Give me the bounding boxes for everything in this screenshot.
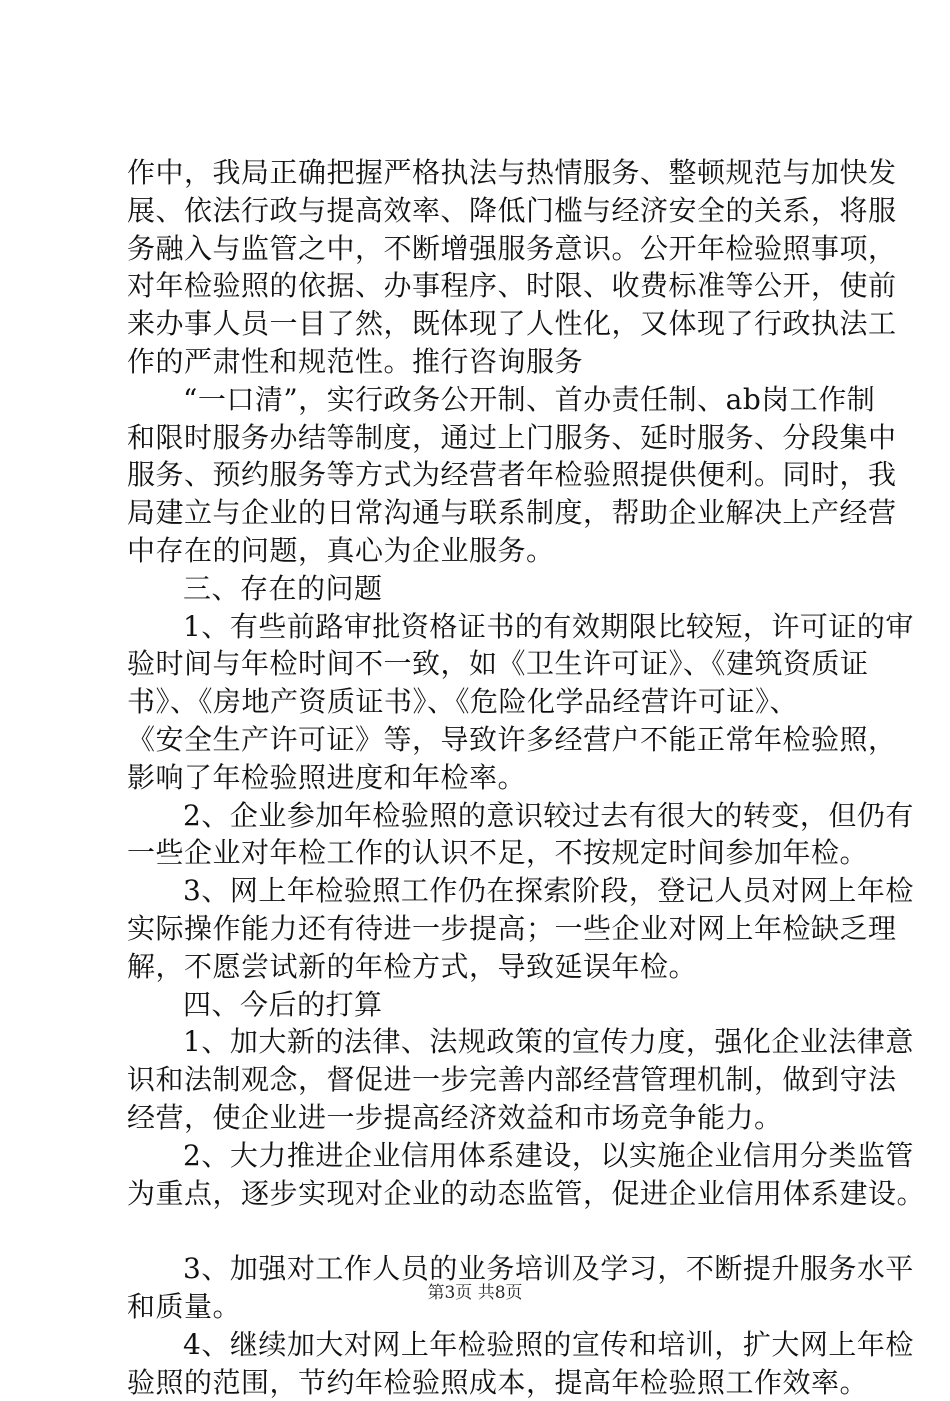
section-heading: 三、存在的问题: [127, 570, 857, 608]
text-line: 2、企业参加年检验照的意识较过去有很大的转变，但仍有: [127, 797, 857, 835]
text-line: 影响了年检验照进度和年检率。: [127, 759, 857, 797]
text-line: 对年检验照的依据、办事程序、时限、收费标准等公开，使前: [127, 267, 857, 305]
text-line: 解，不愿尝试新的年检方式，导致延误年检。: [127, 948, 857, 986]
text-line: 经营，使企业进一步提高经济效益和市场竞争能力。: [127, 1099, 857, 1137]
text-line: 识和法制观念，督促进一步完善内部经营管理机制，做到守法: [127, 1061, 857, 1099]
text-line: 展、依法行政与提高效率、降低门槛与经济安全的关系，将服: [127, 192, 857, 230]
text-line: 中存在的问题，真心为企业服务。: [127, 532, 857, 570]
text-line: 局建立与企业的日常沟通与联系制度，帮助企业解决上产经营: [127, 494, 857, 532]
text-line: 和质量。: [127, 1288, 857, 1326]
text-line: 来办事人员一目了然，既体现了人性化，又体现了行政执法工: [127, 305, 857, 343]
text-line: 1、有些前路审批资格证书的有效期限比较短，许可证的审: [127, 608, 857, 646]
blank-line: [127, 1212, 857, 1250]
text-line: 一些企业对年检工作的认识不足，不按规定时间参加年检。: [127, 834, 857, 872]
text-line: 2、大力推进企业信用体系建设，以实施企业信用分类监管: [127, 1137, 857, 1175]
section-heading: 四、今后的打算: [127, 986, 857, 1024]
body-text: [127, 154, 857, 1401]
text-line: 实际操作能力还有待进一步提高；一些企业对网上年检缺乏理: [127, 910, 857, 948]
text-line: “一口清”，实行政务公开制、首办责任制、ab岗工作制: [127, 381, 857, 419]
text-line: 3、加强对工作人员的业务培训及学习，不断提升服务水平: [127, 1250, 857, 1288]
text-line: 务融入与监管之中，不断增强服务意识。公开年检验照事项，: [127, 230, 857, 268]
text-line: 作的严肃性和规范性。推行咨询服务: [127, 343, 857, 381]
text-line: 1、加大新的法律、法规政策的宣传力度，强化企业法律意: [127, 1023, 857, 1061]
page-number-footer: 第3页 共8页: [0, 1278, 950, 1303]
text-line: 验照的范围，节约年检验照成本，提高年检验照工作效率。: [127, 1364, 857, 1401]
text-line: 《安全生产许可证》等，导致许多经营户不能正常年检验照，: [127, 721, 857, 759]
text-line: 和限时服务办结等制度，通过上门服务、延时服务、分段集中: [127, 419, 857, 457]
text-line: 3、网上年检验照工作仍在探索阶段，登记人员对网上年检: [127, 872, 857, 910]
text-line: 4、继续加大对网上年检验照的宣传和培训，扩大网上年检: [127, 1326, 857, 1364]
text-line: 书》、《房地产资质证书》、《危险化学品经营许可证》、: [127, 683, 857, 721]
text-line: 验时间与年检时间不一致，如《卫生许可证》、《建筑资质证: [127, 645, 857, 683]
text-line: 作中，我局正确把握严格执法与热情服务、整顿规范与加快发: [127, 154, 857, 192]
text-line: 为重点，逐步实现对企业的动态监管，促进企业信用体系建设。: [127, 1175, 857, 1213]
text-line: 服务、预约服务等方式为经营者年检验照提供便利。同时，我: [127, 456, 857, 494]
